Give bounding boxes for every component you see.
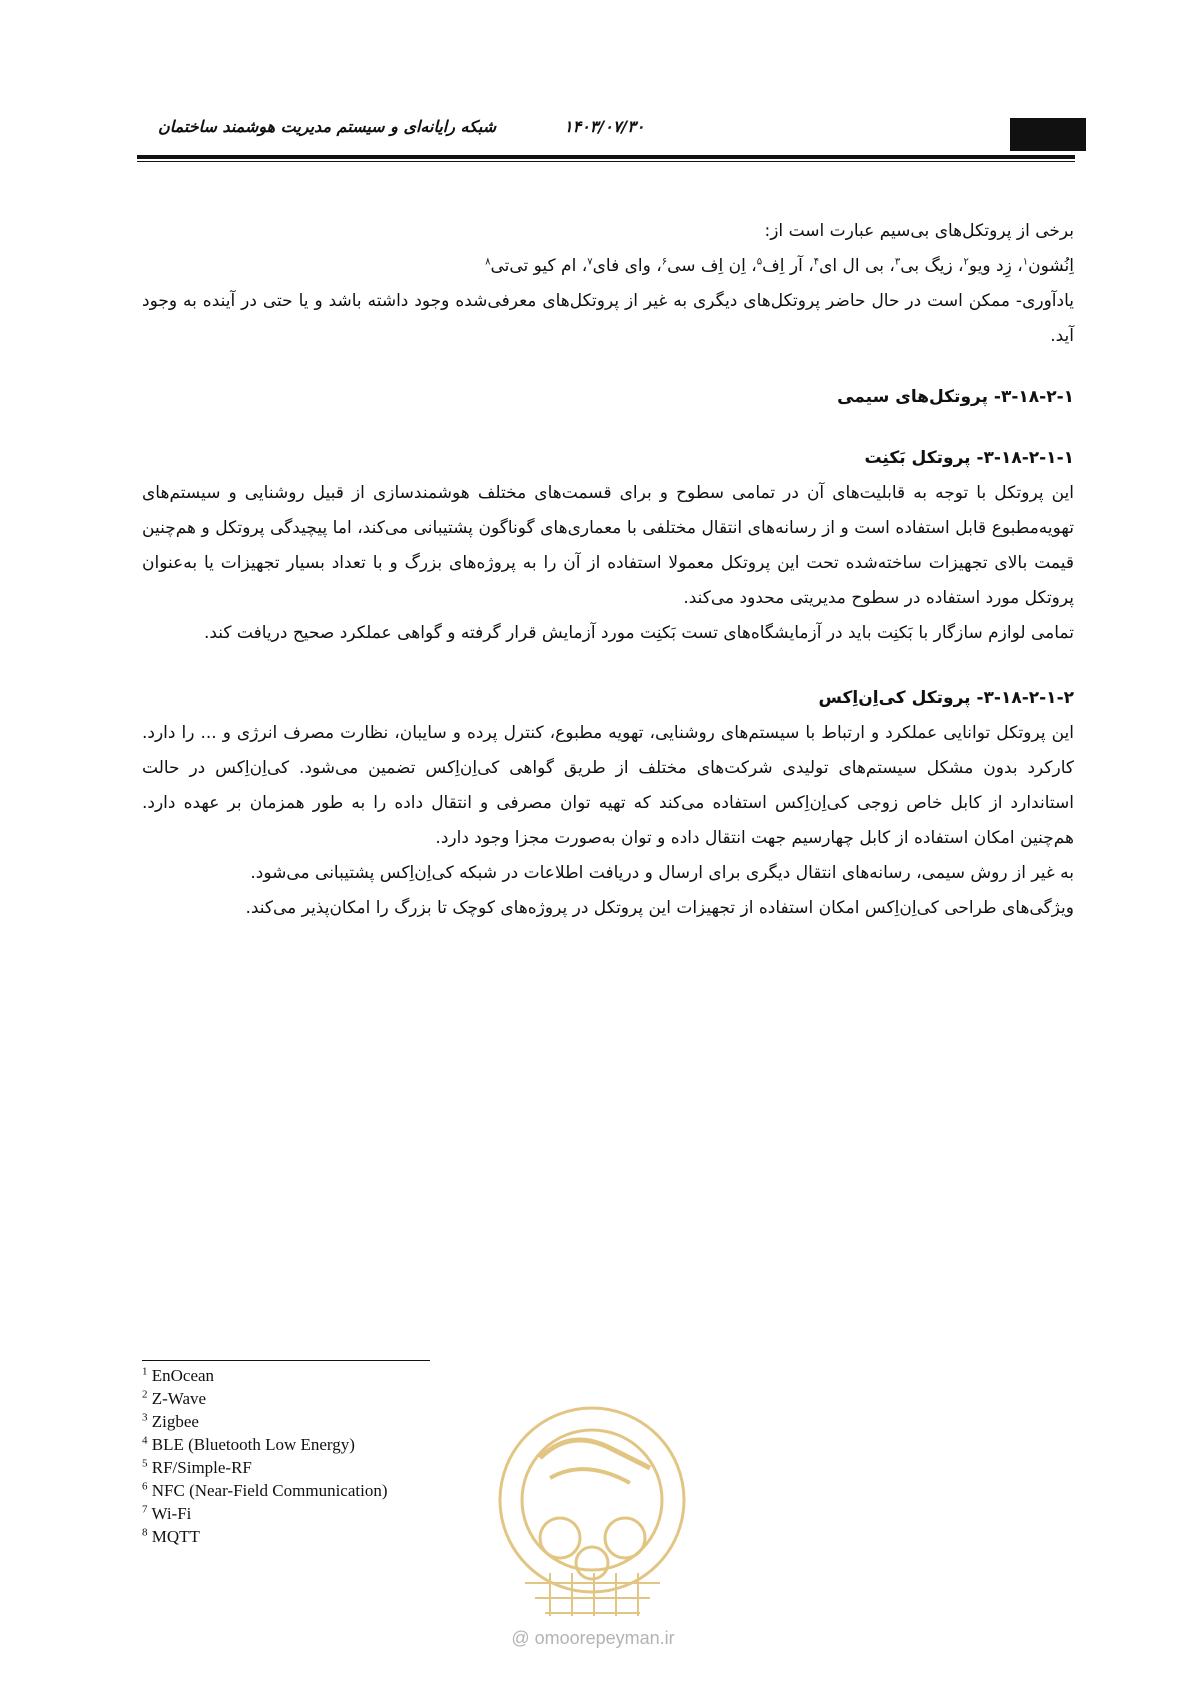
footnote-ref: ۵ [756, 256, 763, 268]
footnote-ref: ۴ [813, 256, 820, 268]
protocol-name: وای فای [592, 256, 651, 276]
protocol-name: بی ال ای [819, 256, 884, 276]
heading-bacnet: ۳-۱۸-۲-۱-۱- پروتکل بَکنِت [864, 448, 1074, 468]
protocol-name: اِن اِف سی [667, 256, 746, 276]
protocol-name: زِد ویو [968, 256, 1012, 276]
bacnet-paragraph-2: تمامی لوازم سازگار با بَکنِت باید در آزمایشگاه‌های تست بَکنِت مورد آزمایش قرار گرفته و گواهی عملکرد صحیح دریافت کند. [203, 623, 1074, 643]
footnote-ref: ۲ [963, 256, 969, 268]
protocol-name: آر اِف [762, 256, 803, 276]
knx-paragraph-1: این پروتکل توانایی عملکرد و ارتباط با سیستم‌های روشنایی، تهویه مطبوع، کنترل پرده و سایبان، نظارت مصرف انرژی و ... را دارد. کارکرد بدون مشکل سیستم‌های تولیدی شرکت‌های مختلف از طریق گواهی کی‌اِن‌اِکس تضمین می‌شود. کی‌اِن‌اِکس در حالت استاندارد از کابل خاص زوجی کی‌اِن‌اِکس استفاده می‌کند که تهیه توان مصرفی و انتقال داده را به طور همزمان بر عهده دارد. هم‌چنین امکان استفاده از کابل چهارسیم جهت انتقال داده و توان به‌صورت مجزا وجود دارد. [142, 723, 1074, 848]
protocol-name: اِنُشون [1028, 256, 1074, 276]
heading-wired-protocols: ۳-۱۸-۲-۱- پروتکل‌های سیمی [837, 387, 1074, 407]
knx-paragraph-3: ویژگی‌های طراحی کی‌اِن‌اِکس امکان استفاده از تجهیزات این پروتکل در پروژه‌های کوچک تا بزرگ را امکان‌پذیر می‌کند. [245, 898, 1074, 918]
header-rule-thick [137, 155, 1075, 159]
header-date: ۱۴۰۳/۰۷/۳۰ [564, 117, 645, 136]
bacnet-paragraph-1: این پروتکل با توجه به قابلیت‌های آن در تمامی سطوح و برای قسمت‌های مختلف هوشمندسازی از قبیل روشنایی و سیستم‌های تهویه‌مطبوع قابل استفاده است و از رسانه‌های انتقال مختلفی با معماری‌های گوناگون پشتیبانی می‌کند، اما پیچیدگی پروتکل و هم‌چنین قیمت بالای تجهیزات ساخته‌شده تحت این پروتکل معمولا استفاده از آن را به پروژه‌های بزرگ و با تعداد بسیار تجهیزات یا به‌عنوان پروتکل مورد استفاده در سطوح مدیریتی محدود می‌کند. [142, 483, 1074, 608]
knx-paragraph-2: به غیر از روش سیمی، رسانه‌های انتقال دیگری برای ارسال و دریافت اطلاعات در شبکه کی‌اِن‌اِکس پشتیبانی می‌شود. [250, 863, 1074, 883]
page-number-box [1010, 118, 1086, 151]
watermark-logo-icon [490, 1398, 695, 1618]
protocol-name: ام کیو تی‌تی [490, 256, 577, 276]
footnote-item: $^1$ EnOcean [142, 1365, 215, 1385]
footnote-item: $^3$ Zigbee [142, 1411, 199, 1431]
wireless-protocol-list: اِنُشون$^۱$، زِد ویو$^۲$، زیگ بی$^۳$، بی ال ای$^۴$، آر اِف$^۵$، اِن اِف سی$^۶$، وای فای$^۷$، ام کیو تی‌تی$^۸$ [485, 256, 1074, 276]
footnote-ref: ۳ [894, 256, 901, 268]
header-rule-thin [137, 161, 1075, 162]
footnote-item: $^6$ NFC (Near-Field Communication) [142, 1480, 388, 1500]
footnote-separator [142, 1360, 430, 1361]
protocol-name: زیگ بی [900, 256, 953, 276]
document-body [142, 214, 1074, 926]
heading-knx: ۳-۱۸-۲-۱-۲- پروتکل کی‌اِن‌اِکس [818, 688, 1074, 708]
footnote-ref: ۸ [485, 256, 491, 268]
footnote-item: $^7$ Wi-Fi [142, 1503, 192, 1523]
footnote-ref: ۷ [587, 256, 593, 268]
footnote-ref: ۱ [1022, 256, 1029, 268]
footnote-ref: ۶ [661, 256, 668, 268]
footnote-item: $^8$ MQTT [142, 1526, 200, 1546]
footnote-item: $^4$ BLE (Bluetooth Low Energy) [142, 1434, 355, 1454]
watermark-url: @ omoorepeyman.ir [511, 1628, 675, 1648]
footnote-item: $^5$ RF/Simple-RF [142, 1457, 252, 1477]
intro-line: برخی از پروتکل‌های بی‌سیم عبارت است از: [764, 221, 1074, 241]
footnote-item: $^2$ Z-Wave [142, 1388, 207, 1408]
reminder-paragraph: یادآوری- ممکن است در حال حاضر پروتکل‌های دیگری به غیر از پروتکل‌های معرفی‌شده وجود داشته باشد و یا حتی در آینده به وجود آید. [142, 291, 1074, 346]
header-title: شبکه رایانه‌ای و سیستم مدیریت هوشمند ساختمان [158, 117, 497, 136]
footnote-list [142, 1364, 387, 1548]
